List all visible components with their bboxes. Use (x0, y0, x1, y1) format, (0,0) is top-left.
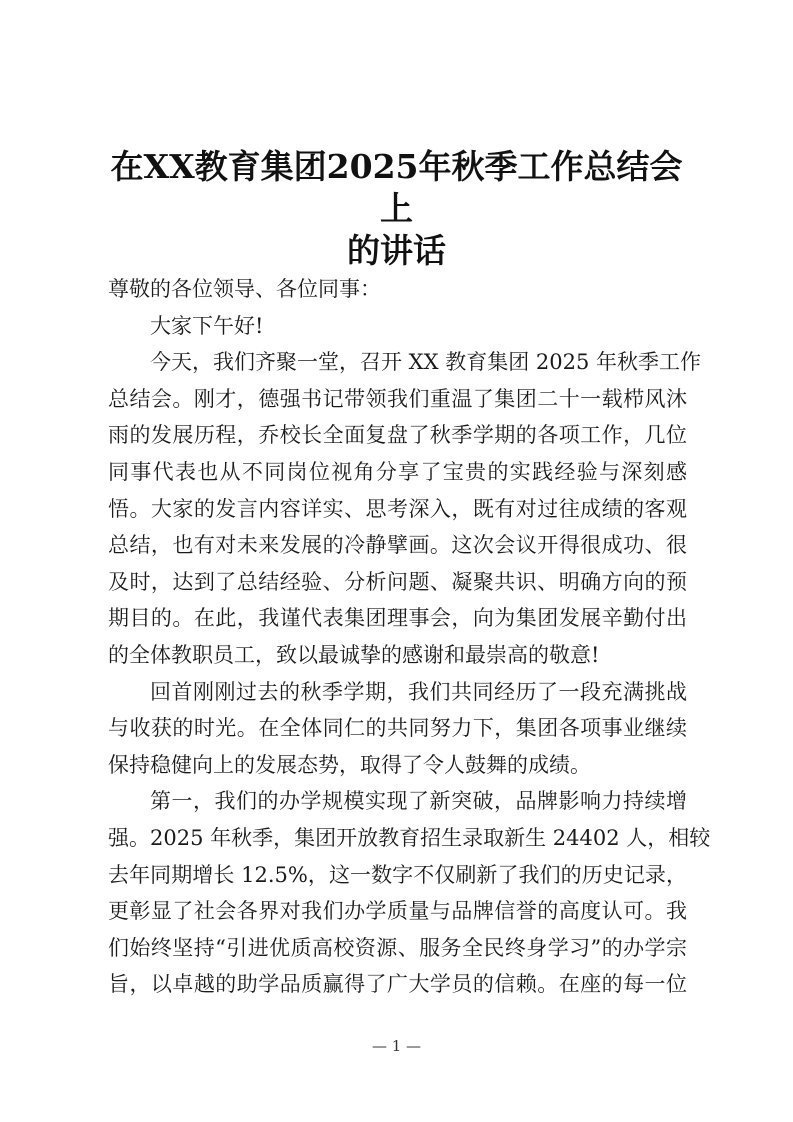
paragraph-line: 们始终坚持“引进优质高校资源、服务全民终身学习”的办学宗 (108, 935, 687, 960)
title-line-1: 在XX教育集团2025年秋季工作总结会上 (110, 147, 683, 228)
paragraph-line: 悟。大家的发言内容详实、思考深入，既有对过往成绩的客观 (108, 496, 687, 521)
paragraph-line: 更彰显了社会各界对我们办学质量与品牌信誉的高度认可。我 (108, 899, 687, 924)
paragraph-line: 的全体教职员工，致以最诚挚的感谢和最崇高的敬意! (108, 642, 600, 667)
paragraph-line: 今天，我们齐聚一堂，召开 XX 教育集团 2025 年秋季工作 (150, 350, 702, 375)
greeting: 大家下午好! (150, 313, 264, 338)
paragraph-line: 保持稳健向上的发展态势，取得了令人鼓舞的成绩。 (108, 752, 591, 777)
paragraph-line: 及时，达到了总结经验、分析问题、凝聚共识、明确方向的预 (108, 569, 687, 594)
paragraph-line: 总结，也有对未来发展的冷静擘画。这次会议开得很成功、很 (108, 533, 687, 558)
page-number: — 1 — (371, 1037, 422, 1055)
paragraph-line: 第一，我们的办学规模实现了新突破，品牌影响力持续增 (150, 789, 687, 814)
paragraph-line: 与收获的时光。在全体同仁的共同努力下，集团各项事业继续 (108, 716, 687, 741)
paragraph-line: 同事代表也从不同岗位视角分享了宝贵的实践经验与深刻感 (108, 459, 687, 484)
paragraph-line: 回首刚刚过去的秋季学期，我们共同经历了一段充满挑战 (150, 679, 687, 704)
title-line-2: 的讲话 (347, 231, 446, 270)
paragraph-line: 总结会。刚才，德强书记带领我们重温了集团二十一载栉风沐 (108, 386, 687, 411)
document-body (108, 271, 711, 1003)
paragraph-line: 旨，以卓越的助学品质赢得了广大学员的信赖。在座的每一位 (108, 972, 687, 997)
paragraph-line: 雨的发展历程，乔校长全面复盘了秋季学期的各项工作，几位 (108, 423, 687, 448)
paragraph-line: 期目的。在此，我谨代表集团理事会，向为集团发展辛勤付出 (108, 606, 687, 631)
paragraph-line: 去年同期增长 12.5%，这一数字不仅刷新了我们的历史记录， (108, 862, 687, 887)
paragraph-line: 强。2025 年秋季，集团开放教育招生录取新生 24402 人，相较 (108, 825, 711, 850)
document-title (100, 146, 693, 272)
salutation: 尊敬的各位领导、各位同事： (108, 277, 381, 301)
